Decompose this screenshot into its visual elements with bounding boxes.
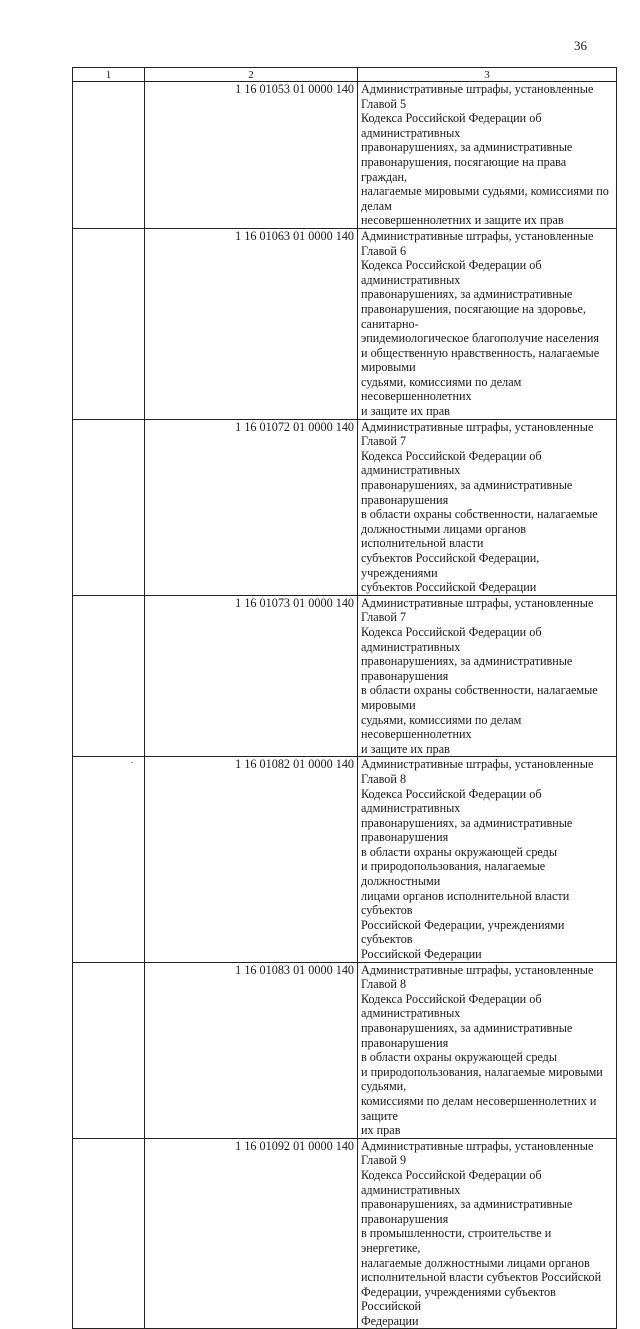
budget-code-cell: 1 16 01063 01 0000 140 [145,228,358,419]
scan-speck [131,762,133,763]
page-number: 36 [574,38,587,53]
budget-codes-table [72,67,617,1329]
table-row [73,1138,617,1329]
description-cell: Административные штрафы, установленные Главой 6 Кодекса Российской Федерации об административных правонарушениях, за административные правонарушения, посягающие на здоровье, санитарно- эпидемиологическое благополучие населения и общественную нравственность, налагаемые мировыми судьями, комиссиями по делам несовершеннолетних и защите их прав [358,228,617,419]
table-header-row [73,68,617,82]
row-col1-cell [73,419,145,595]
description-cell: Административные штрафы, установленные Главой 5 Кодекса Российской Федерации об административных правонарушениях, за административные правонарушения, посягающие на права граждан, налагаемые мировыми судьями, комиссиями по делам несовершеннолетних и защите их прав [358,82,617,229]
budget-code-cell: 1 16 01082 01 0000 140 [145,757,358,962]
budget-code-cell: 1 16 01092 01 0000 140 [145,1138,358,1329]
row-col1-cell [73,82,145,229]
column-header-2: 2 [145,68,358,82]
description-cell: Административные штрафы, установленные Главой 8 Кодекса Российской Федерации об административных правонарушениях, за административные правонарушения в области охраны окружающей среды и природопользования, налагаемые мировыми судьями, комиссиями по делам несовершеннолетних и защите их прав [358,962,617,1138]
column-header-1: 1 [73,68,145,82]
budget-code-cell: 1 16 01083 01 0000 140 [145,962,358,1138]
row-col1-cell [73,228,145,419]
row-col1-cell [73,1138,145,1329]
description-cell: Административные штрафы, установленные Главой 7 Кодекса Российской Федерации об административных правонарушениях, за административные правонарушения в области охраны собственности, налагаемые должностными лицами органов исполнительной власти субъектов Российской Федерации, учреждениями субъектов Российской Федерации [358,419,617,595]
table-row [73,595,617,757]
table-row [73,228,617,419]
description-cell: Административные штрафы, установленные Главой 7 Кодекса Российской Федерации об административных правонарушениях, за административные правонарушения в области охраны собственности, налагаемые мировыми судьями, комиссиями по делам несовершеннолетних и защите их прав [358,595,617,757]
row-col1-cell [73,595,145,757]
description-cell: Административные штрафы, установленные Главой 8 Кодекса Российской Федерации об административных правонарушениях, за административные правонарушения в области охраны окружающей среды и природопользования, налагаемые должностными лицами органов исполнительной власти субъектов Российской Федерации, учреждениями субъектов Российской Федерации [358,757,617,962]
row-col1-cell [73,962,145,1138]
column-header-3: 3 [358,68,617,82]
table-row [73,419,617,595]
table-row [73,962,617,1138]
table-row [73,757,617,962]
description-cell: Административные штрафы, установленные Главой 9 Кодекса Российской Федерации об административных правонарушениях, за административные правонарушения в промышленности, строительстве и энергетике, налагаемые должностными лицами органов исполнительной власти субъектов Российской Федерации, учреждениями субъектов Российской Федерации [358,1138,617,1329]
budget-code-cell: 1 16 01072 01 0000 140 [145,419,358,595]
budget-code-cell: 1 16 01073 01 0000 140 [145,595,358,757]
row-col1-cell [73,757,145,962]
table-row [73,82,617,229]
budget-code-cell: 1 16 01053 01 0000 140 [145,82,358,229]
